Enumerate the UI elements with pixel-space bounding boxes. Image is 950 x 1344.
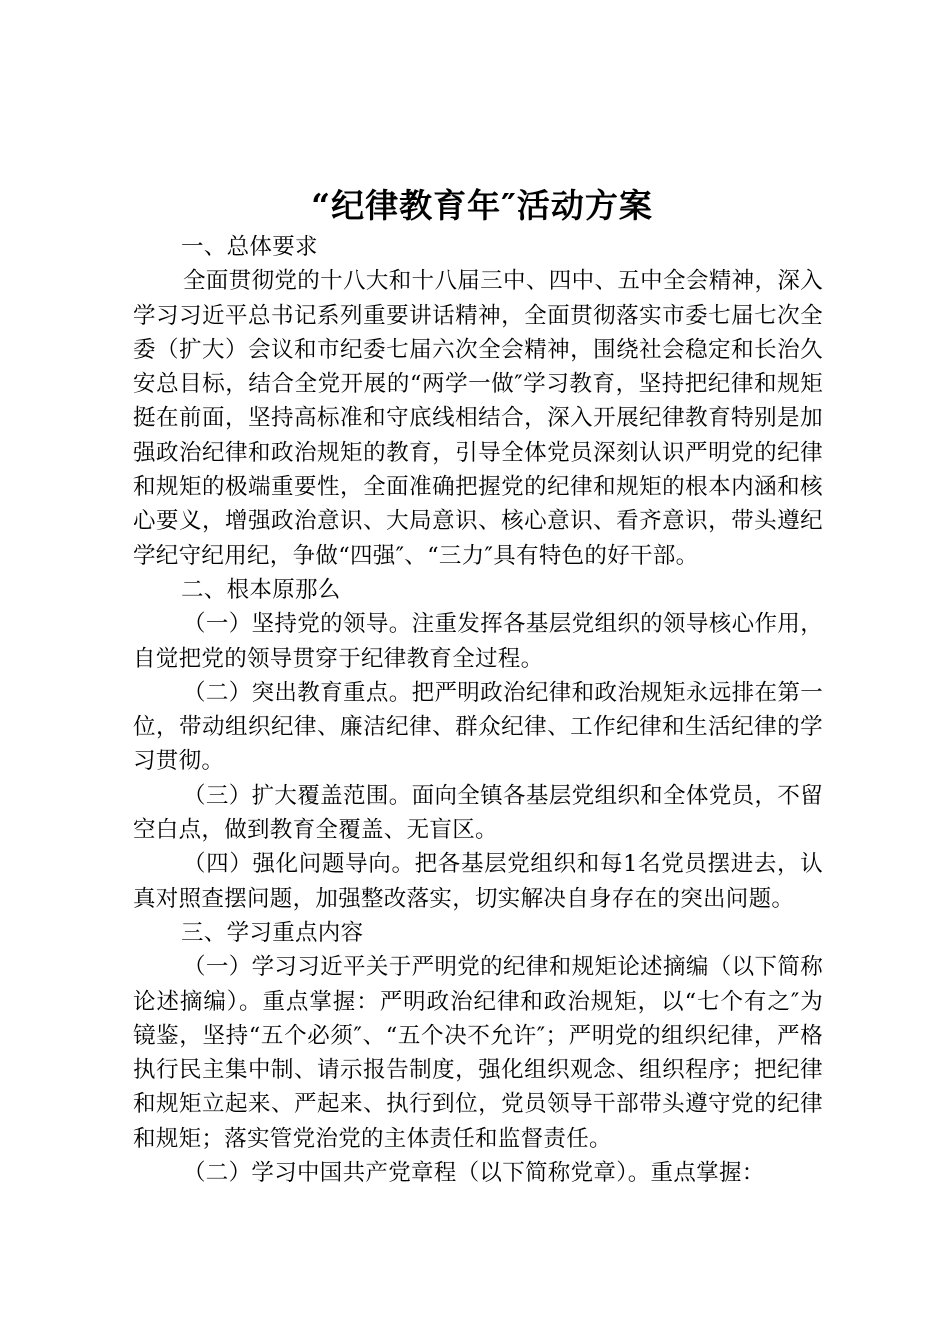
paragraph-principle-3: （三）扩大覆盖范围。面向全镇各基层党组织和全体党员，不留空白点，做到教育全覆盖、无盲区。 (133, 782, 823, 844)
section-heading-3: 三、学习重点内容 (181, 919, 364, 946)
paragraph-principle-4: （四）强化问题导向。把各基层党组织和每1名党员摆进去，认真对照查摆问题，加强整改落实，切实解决自身存在的突出问题。 (133, 851, 823, 912)
section-heading-2: 二、根本原那么 (181, 576, 341, 603)
paragraph-study-1: （一）学习习近平关于严明党的纪律和规矩论述摘编（以下简称论述摘编）。重点掌握：严明政治纪律和政治规矩，以“七个有之″为镜鉴，坚持“五个必须″、“五个决不允许″；严明党的组织纪律，严格执行民主集中制、请示报告制度，强化组织观念、组织程序；把纪律和规矩立起来、严起来、执行到位，党员领导干部带头遵守党的纪律和规矩；落实管党治党的主体责任和监督责任。 (133, 954, 823, 1152)
document-page (133, 182, 823, 1190)
document-title: “纪律教育年″活动方案 (311, 186, 653, 225)
paragraph-general-requirements: 全面贯彻党的十八大和十八届三中、四中、五中全会精神，深入学习习近平总书记系列重要讲话精神，全面贯彻落实市委七届七次全委（扩大）会议和市纪委七届六次全会精神，围绕社会稳定和长治久安总目标，结合全党开展的“两学一做″学习教育，坚持把纪律和规矩挺在前面，坚持高标准和守底线相结合，深入开展纪律教育特别是加强政治纪律和政治规矩的教育，引导全体党员深刻认识严明党的纪律和规矩的极端重要性，全面准确把握党的纪律和规矩的根本内涵和核心要义，增强政治意识、大局意识、核心意识、看齐意识，带头遵纪学纪守纪用纪，争做“四强″、“三力″具有特色的好干部。 (133, 268, 823, 569)
paragraph-principle-2: （二）突出教育重点。把严明政治纪律和政治规矩永远排在第一位，带动组织纪律、廉洁纪律、群众纪律、工作纪律和生活纪律的学习贯彻。 (133, 679, 823, 775)
paragraph-principle-1: （一）坚持党的领导。注重发挥各基层党组织的领导核心作用，自觉把党的领导贯穿于纪律教育全过程。 (133, 611, 823, 672)
paragraph-study-2: （二）学习中国共产党章程（以下简称党章）。重点掌握： (183, 1160, 765, 1187)
section-heading-1: 一、总体要求 (181, 234, 318, 260)
